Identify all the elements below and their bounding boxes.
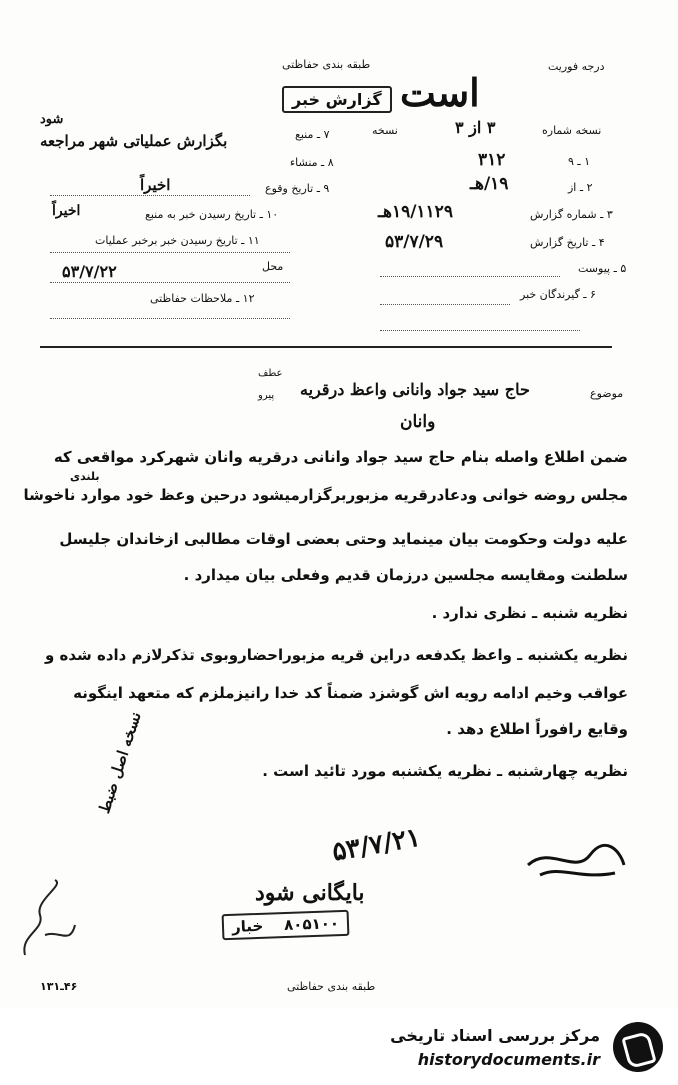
archive-footer [0,1008,678,1085]
field-ops-date-label: ۱۱ ـ تاریخ رسیدن خبر برخبر عملیات [95,234,260,247]
classification-label: طبقه بندی حفاظتی [282,58,371,71]
field-source-date-label: ۱۰ ـ تاریخ رسیدن خبر به منبع [145,208,279,221]
handwritten-stamp: است [400,70,480,115]
report-stamp: گزارش خبر [282,86,392,113]
field-3-value: ۱۹/۱۱۲۹هـ [378,202,453,222]
field-origin-value: بگزارش عملیاتی شهر مراجعه [40,132,228,150]
field-1-label: ۱ ـ ۹ [568,155,591,168]
copy-no-value: ۳ از ۳ [455,118,496,137]
subject-text: حاج سید جواد وانانی واعظ درقریه [300,380,530,399]
body-insert: بلندی [70,470,100,483]
body-line-4: سلطنت ومقایسه مجلسین درزمان قدیم وفعلی بیان میدارد . [183,566,628,584]
field-place-value: ۵۳/۷/۲۲ [62,262,117,281]
subject-ref-top: عطف [258,368,283,379]
copy-suffix: نسخه [372,124,398,137]
subject-ref-bottom: پیرو [258,390,275,401]
field-source-date-value: اخیراً [52,203,81,219]
page-number: ۴۶ـ۱۳۱ [40,980,78,993]
body-line-5: نظریه شنبه ـ نظری ندارد . [431,604,628,622]
footer-classification: طبقه بندی حفاظتی [287,980,376,993]
subject-text-line-2: وانان [400,412,436,432]
bottom-stamp-text: خبار [231,916,264,936]
body-line-3: علیه دولت وحکومت بیان مینماید وحتی بعضی اوقات مطالبی ازخاندان جلیسل [59,530,628,548]
body-line-8: وقایع رافوراً اطلاع دهد . [446,720,628,738]
field-occurrence-value: اخیراً [140,176,171,194]
handwritten-margin-note: نسخه اصل ضبط [95,709,145,816]
field-place-label: محل [262,260,284,273]
body-line-2: مجلس روضه خوانی ودعادرقریه مزبوربرگزارمیشود درحین وعظ خود موارد ناخوشا [23,486,628,504]
field-source-value: شود [40,112,64,127]
field-security-notes-label: ۱۲ ـ ملاحظات حفاظتی [150,292,255,305]
field-origin-label: ۸ ـ منشاء [290,156,334,169]
body-line-6: نظریه یکشنبه ـ واعظ یکدفعه دراین قریه مزبوراحضاروبوی تذکرلازم داده شده و [44,646,628,664]
marginal-scribble-icon [15,875,85,965]
field-source-label: ۷ ـ منبع [295,128,330,141]
field-2-label: ۲ ـ از [568,181,593,194]
signature-icon [520,835,630,895]
header-separator [40,346,612,348]
body-line-9: نظریه چهارشنبه ـ نظریه یکشنبه مورد تائید است . [262,762,628,780]
archive-logo-icon [613,1022,663,1072]
field-4-value: ۵۳/۷/۲۹ [385,232,444,252]
field-5-label: ۵ ـ پیوست [578,262,627,275]
urgency-label: درجه فوریت [548,60,605,73]
body-line-7: عواقب وخیم ادامه رویه اش گوشزد ضمناً کد خدا رانیزملزم که متعهد اینگونه [73,684,628,702]
field-2-value: ۱۹/هـ [470,174,509,194]
handwritten-archive-note: بایگانی شود [255,880,365,906]
handwritten-date: ۵۳/۷/۲۱ [330,822,423,868]
archive-url[interactable]: historydocuments.ir [417,1050,600,1069]
archive-name: مرکز بررسی اسناد تاریخی [390,1026,600,1045]
bottom-stamp-number: ۸۰۵۱۰۰ [283,914,340,935]
field-occurrence-label: ۹ ـ تاریخ وقوع [265,182,330,195]
copy-no-label: نسخه شماره [542,124,602,137]
field-1-value: ۳۱۲ [478,150,506,170]
body-line-1: ضمن اطلاع واصله بنام حاج سید جواد وانانی درقریه وانان شهرکرد مواقعی که [53,448,628,466]
field-3-label: ۳ ـ شماره گزارش [530,208,613,221]
bottom-stamp [222,910,350,940]
field-4-label: ۴ ـ تاریخ گزارش [530,236,605,249]
subject-label: موضوع [590,387,624,400]
field-6-label: ۶ ـ گیرندگان خبر [520,288,596,301]
